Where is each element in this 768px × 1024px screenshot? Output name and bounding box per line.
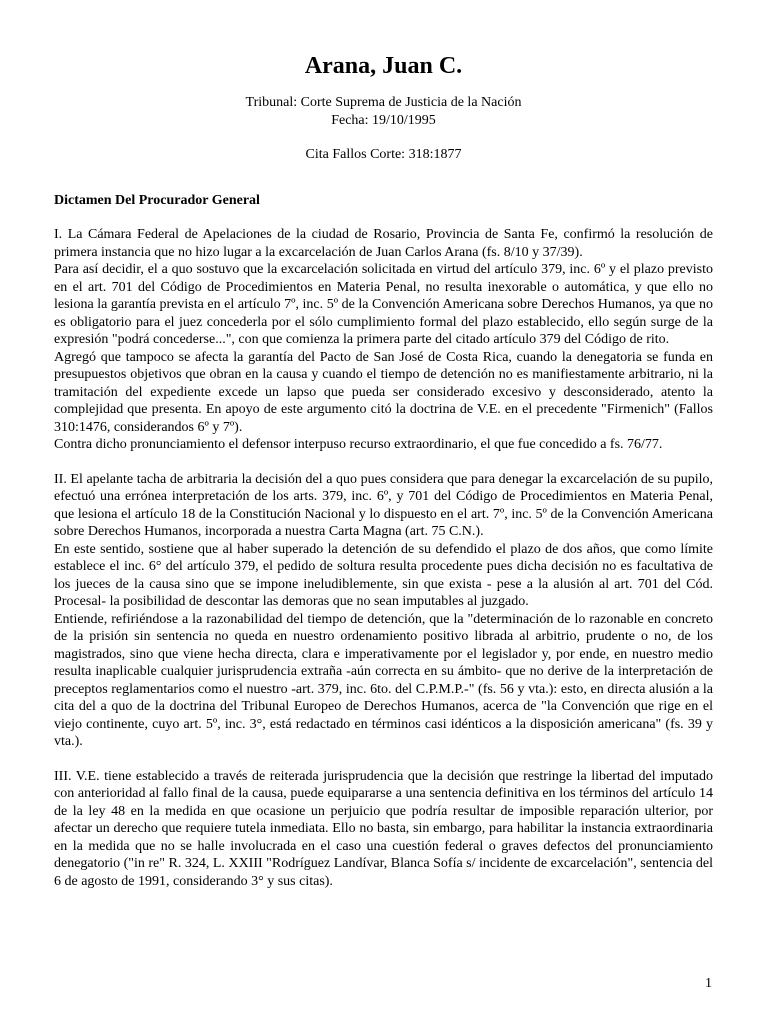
cita-line: Cita Fallos Corte: 318:1877 <box>305 147 462 162</box>
section-heading: Dictamen Del Procurador General <box>54 192 260 208</box>
document-title: Arana, Juan C. <box>304 53 463 79</box>
section-2 <box>54 471 713 751</box>
paragraph: Contra dicho pronunciamiento el defensor interpuso recurso extraordinario, el que fue concedido a fs. 76/77. <box>54 437 663 452</box>
document-metadata <box>54 94 713 129</box>
paragraph: III. V.E. tiene establecido a través de reiterada jurisprudencia que la decisión que restringe la libertad del imputado con anterioridad al fallo final de la causa, puede equipararse a una sentencia definitiva en los términos del artículo 14 de la ley 48 en la medida en que ocasione un perjuicio que podría resultar de imposible reparación ulterior, por afectar un derecho que requiere tutela inmediata. Ello no basta, sin embargo, para habilitar la instancia extraordinaria en la medida que no se halle involucrada en el caso una cuestión federal o graves defectos del pronunciamiento denegatorio ("in re" R. 324, L. XXIII "Rodríguez Landívar, Blanca Sofía s/ incidente de excarcelación", sentencia del 6 de agosto de 1991, considerando 3° y sus citas). <box>54 768 713 889</box>
paragraph: Agregó que tampoco se afecta la garantía del Pacto de San José de Costa Rica, cuando la denegatoria se funda en presupuestos objetivos que obran en la causa y cuando el tiempo de detención no es manifiestamente arbitrario, ni la tramitación del expediente excede un lapso que pueda ser considerado excesivo y desconsiderado, atento la complejidad que presenta. En apoyo de este argumento citó la doctrina de V.E. en el precedente "Firmenich" (Fallos 310:1476, considerandos 6º y 7º). <box>54 349 713 435</box>
section-1 <box>54 226 713 454</box>
fecha-line: Fecha: 19/10/1995 <box>331 112 436 128</box>
page-number: 1 <box>705 976 712 991</box>
paragraph: Para así decidir, el a quo sostuvo que la excarcelación solicitada en virtud del artículo 379, inc. 6º y el plazo previsto en el art. 701 del Código de Procedimientos en Materia Penal, no resulta inexorable o automática, y que ello no lesiona la garantía prevista en el artículo 7º, inc. 5º de la Convención Americana sobre Derechos Humanos, ya que no es obligatorio para el juez concederla por el sólo cumplimiento formal del plazo establecido, ello según surge de la expresión "podrá concederse...", con que comienza la primera parte del citado artículo 379 del Código de rito. <box>54 262 713 347</box>
paragraph: En este sentido, sostiene que al haber superado la detención de su defendido el plazo de dos años, que como límite establece el inc. 6° del artículo 379, el pedido de soltura resulta procedente pues dicha decisión no es facultativa de los jueces de la causa sino que se impone ineludiblemente, sin que exista - pese a la alusión al art. 701 del Cód. Procesal- la posibilidad de descontar las demoras que no sean imputables al juzgado. <box>54 541 713 609</box>
tribunal-line: Tribunal: Corte Suprema de Justicia de la Nación <box>245 95 522 110</box>
paragraph: Entiende, refiriéndose a la razonabilidad del tiempo de detención, que la "determinación de lo razonable en concreto de la prisión sin sentencia no queda en nuestro ordenamiento positivo librada al arbitrio, prudente o no, de los magistrados, sino que viene hecha directa, clara e imperativamente por el legislador y, por ende, en nuestro medio resulta inaplicable cualquier jurisprudencia extraña -aún correcta en su ámbito- que no derive de la interpretación de preceptos reglamentarios como el nuestro -art. 379, inc. 6to. del C.P.M.P.-" (fs. 56 y vta.): esto, en directa alusión a la cita del a quo de la doctrina del Tribunal Europeo de Derechos Humanos, acerca de "la Convención que rige en el viejo continente, cuyo art. 5º, inc. 3°, está redactado en términos casi idénticos a la disposición americana" (fs. 39 y vta.). <box>54 611 713 749</box>
section-3 <box>54 768 713 891</box>
document-page <box>54 50 713 890</box>
paragraph: II. El apelante tacha de arbitraria la decisión del a quo pues considera que para denegar la excarcelación de su pupilo, efectuó una errónea interpretación de los arts. 379, inc. 6º, y 701 del Código de Procedimientos en Materia Penal, que lesiona el artículo 18 de la Constitución Nacional y lo dispuesto en el art. 7º, inc. 5º de la Convención Americana sobre Derechos Humanos, incorporada a nuestra Carta Magna (art. 75 C.N.). <box>54 471 713 539</box>
paragraph: I. La Cámara Federal de Apelaciones de la ciudad de Rosario, Provincia de Santa Fe, confirmó la resolución de primera instancia que no hizo lugar a la excarcelación de Juan Carlos Arana (fs. 8/10 y 37/39). <box>54 227 713 260</box>
